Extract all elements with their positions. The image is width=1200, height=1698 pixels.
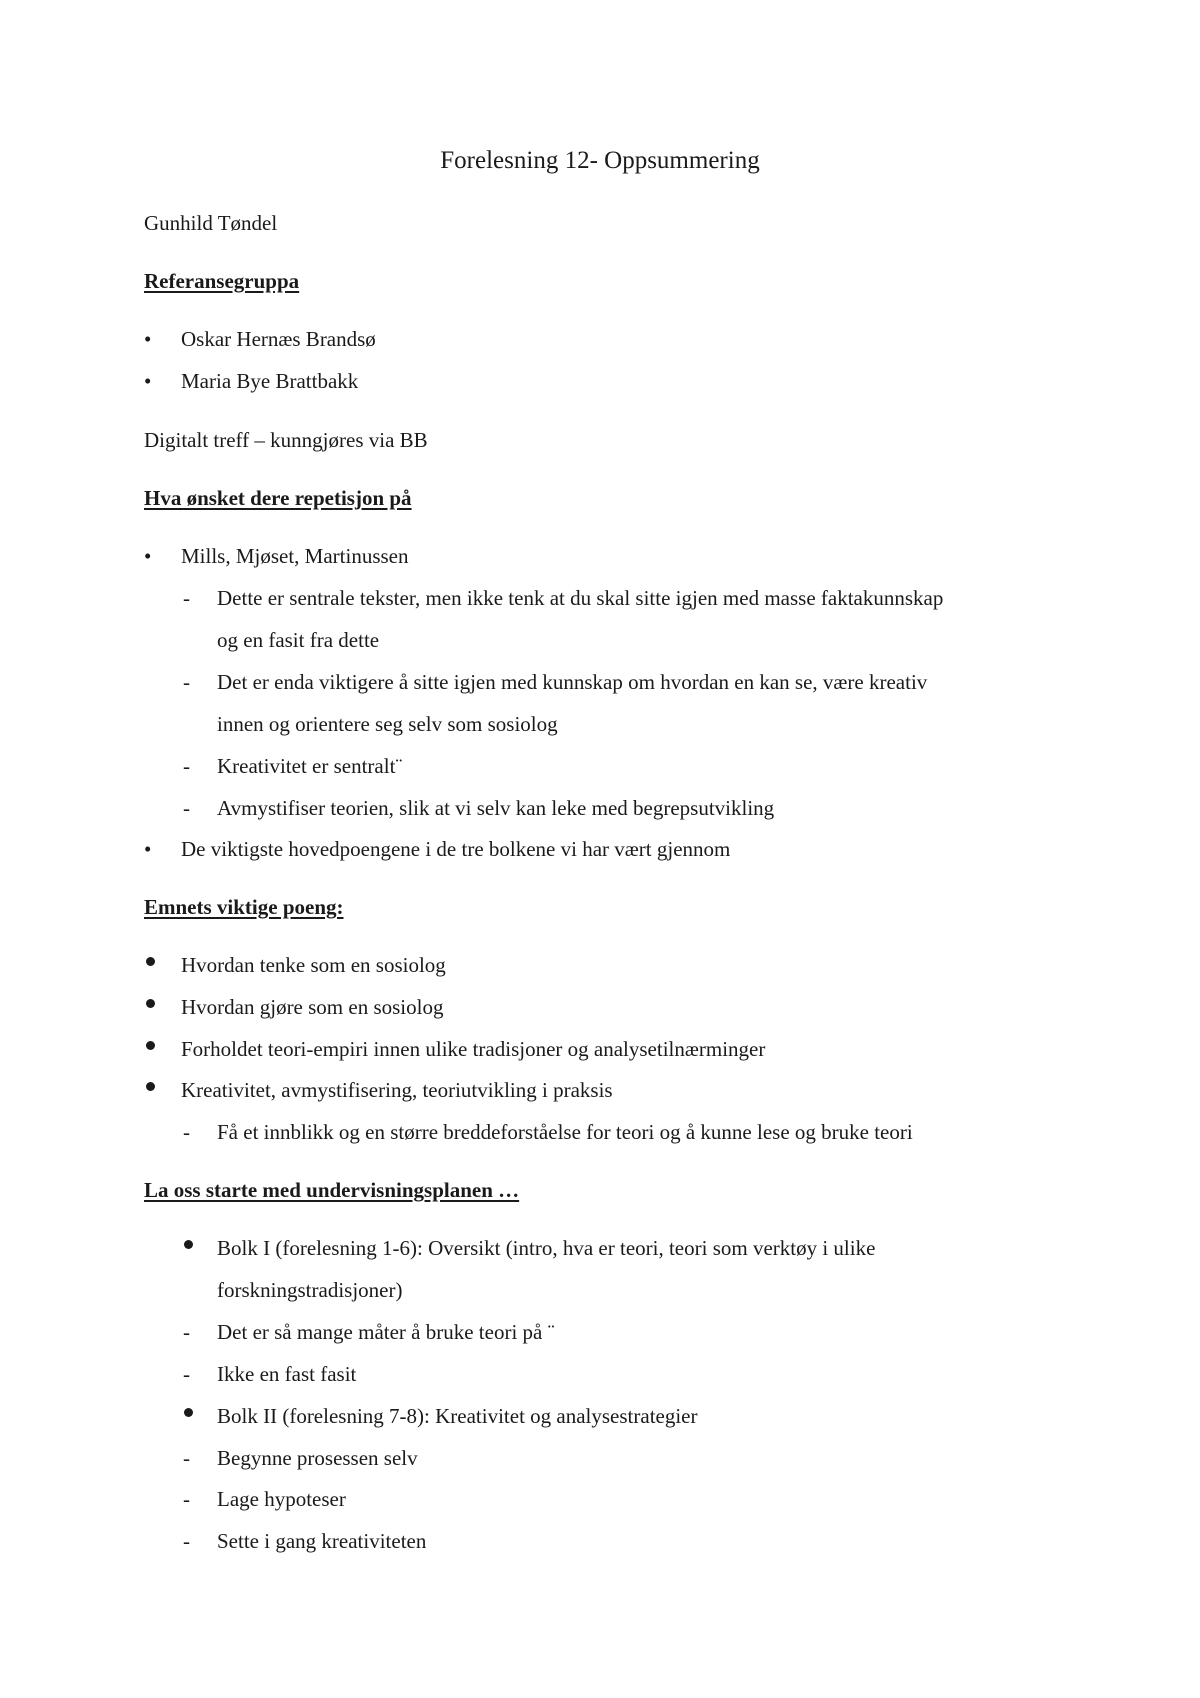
section-heading-repetisjon: Hva ønsket dere repetisjon på [144,486,412,510]
bullet-dot [146,1082,155,1091]
sub-list-item: Kreativitet er sentralt¨ [217,754,403,778]
list-item: Kreativitet, avmystifisering, teoriutvikling i praksis [181,1078,613,1102]
meeting-note: Digitalt treff – kunngjøres via BB [144,428,428,452]
list-item: Forholdet teori-empiri innen ulike tradisjoner og analysetilnærminger [181,1037,766,1061]
sub-list-item: Sette i gang kreativiteten [217,1529,427,1553]
dash-marker: - [183,1487,190,1511]
section-heading-poeng: Emnets viktige poeng: [144,895,344,919]
list-item: Bolk II (forelesning 7-8): Kreativitet og analysestrategier [217,1404,698,1428]
sub-list-item: Avmystifiser teorien, slik at vi selv kan leke med begrepsutvikling [217,796,775,820]
author-name: Gunhild Tøndel [144,211,278,235]
bullet-dot [146,957,155,966]
sub-list-item: Begynne prosessen selv [217,1446,418,1470]
bullet-dot [146,999,155,1008]
sub-list-item: Dette er sentrale tekster, men ikke tenk at du skal sitte igjen med masse faktakunnskap [217,586,944,610]
list-item: Bolk I (forelesning 1-6): Oversikt (intro, hva er teori, teori som verktøy i ulike [217,1236,876,1260]
section-heading-plan: La oss starte med undervisningsplanen … [144,1178,520,1202]
sub-list-item: Få et innblikk og en større breddeforståelse for teori og å kunne lese og bruke teori [217,1120,913,1144]
list-item: Hvordan tenke som en sosiolog [181,953,446,977]
sub-list-item-continuation: og en fasit fra dette [217,628,380,652]
sub-list-item: Det er så mange måter å bruke teori på ¨ [217,1320,555,1344]
list-item: Oskar Hernæs Brandsø [181,327,376,351]
bullet-dot [184,1408,193,1417]
section-heading-referansegruppa: Referansegruppa [144,269,300,293]
dash-marker: - [183,1362,190,1386]
bullet-marker: • [144,369,152,393]
document-title: Forelesning 12- Oppsummering [440,147,760,174]
sub-list-item: Det er enda viktigere å sitte igjen med kunnskap om hvordan en kan se, være kreativ [217,670,928,694]
dash-marker: - [183,670,190,694]
list-item: Mills, Mjøset, Martinussen [181,544,409,568]
list-item: Hvordan gjøre som en sosiolog [181,995,444,1019]
list-item-continuation: forskningstradisjoner) [217,1278,403,1302]
sub-list-item-continuation: innen og orientere seg selv som sosiolog [217,712,558,736]
bullet-marker: • [144,327,152,351]
dash-marker: - [183,1446,190,1470]
bullet-marker: • [144,544,152,568]
dash-marker: - [183,754,190,778]
sub-list-item: Ikke en fast fasit [217,1362,357,1386]
bullet-dot [146,1041,155,1050]
dash-marker: - [183,796,190,820]
dash-marker: - [183,1529,190,1553]
dash-marker: - [183,586,190,610]
sub-list-item: Lage hypoteser [217,1487,346,1511]
list-item: De viktigste hovedpoengene i de tre bolkene vi har vært gjennom [181,837,731,861]
bullet-dot [184,1240,193,1249]
dash-marker: - [183,1320,190,1344]
list-item: Maria Bye Brattbakk [181,369,359,393]
dash-marker: - [183,1120,190,1144]
bullet-marker: • [144,837,152,861]
